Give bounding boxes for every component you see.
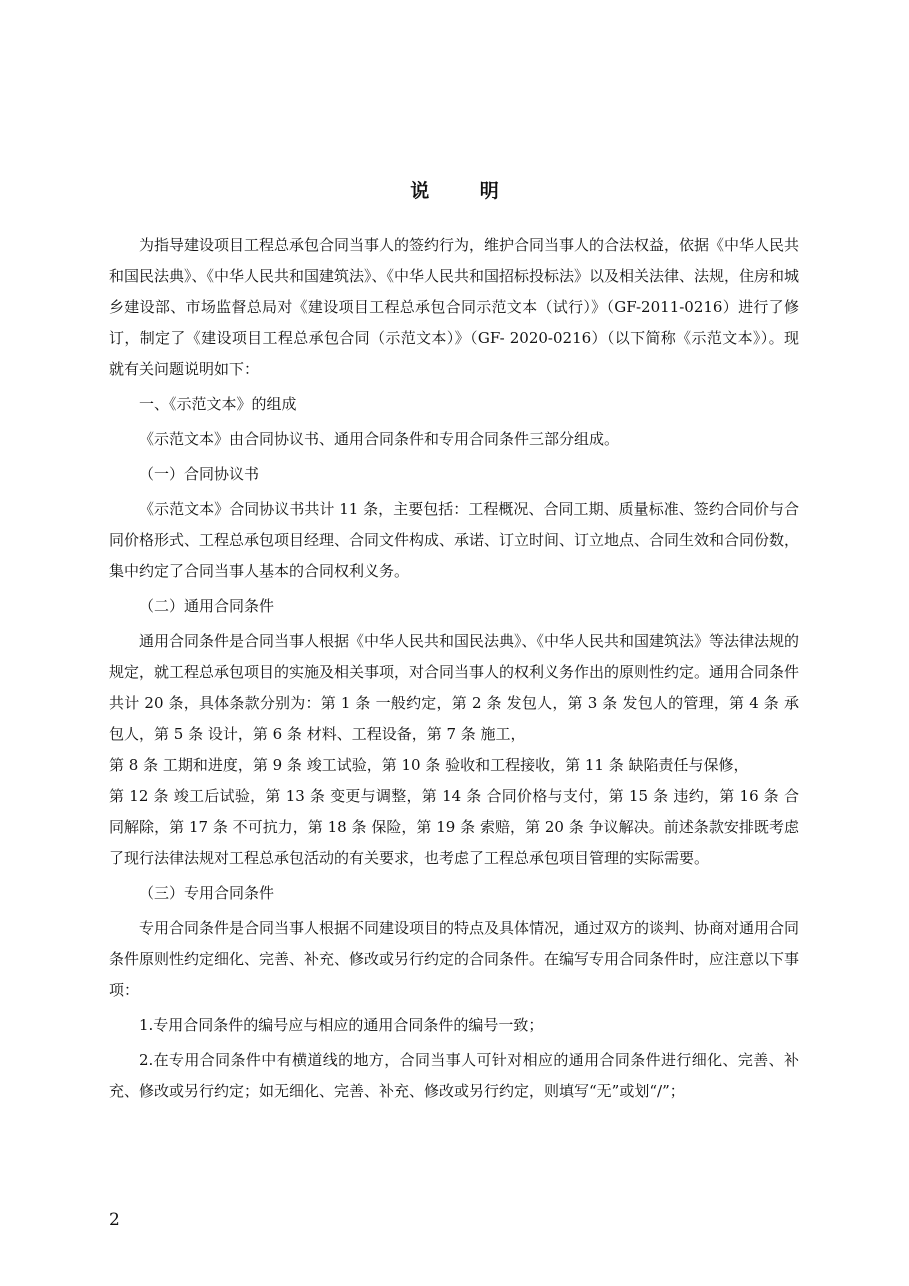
subsection-general-conditions-body-b: 第 8 条 工期和进度，第 9 条 竣工试验，第 10 条 验收和工程接收，第 11 条 缺陷责任与保修，: [109, 756, 749, 774]
subsection-general-conditions-body-c: 第 12 条 竣工后试验，第 13 条 变更与调整，第 14 条 合同价格与支付，第 15 条 违约，第 16 条 合同解除，第 17 条 不可抗力，第 18 条 保险，第 19 条 索赔，第 20 条 争议解决。前述条款安排既考虑了现行法律法规对工程总承包活动的有关要求，也考虑了工程总承包项目管理的实际需要。: [109, 787, 799, 867]
list-item-numbering: 1.专用合同条件的编号应与相应的通用合同条件的编号一致；: [139, 1016, 544, 1034]
section-composition-body: 《示范文本》由合同协议书、通用合同条件和专用合同条件三部分组成。: [139, 430, 620, 448]
intro-paragraph: 为指导建设项目工程总承包合同当事人的签约行为，维护合同当事人的合法权益，依据《中华人民共和国民法典》、《中华人民共和国建筑法》、《中华人民共和国招标投标法》以及相关法律、法规，住房和城乡建设部、市场监督总局对《建设项目工程总承包合同示范文本（试行）》（GF-2011-0216）进行了修订，制定了《建设项目工程总承包合同（示范文本）》（GF- 2020-0216）（以下简称《示范文本》）。现就有关问题说明如下：: [109, 236, 800, 378]
subsection-special-conditions-body: 专用合同条件是合同当事人根据不同建设项目的特点及具体情况，通过双方的谈判、协商对通用合同条件原则性约定细化、完善、补充、修改或另行约定的合同条件。在编写专用合同条件时，应注意以下事项：: [109, 919, 800, 999]
subsection-heading-special-conditions: （三）专用合同条件: [139, 884, 275, 902]
section-heading-composition: 一、《示范文本》的组成: [139, 395, 297, 413]
subsection-heading-agreement: （一）合同协议书: [139, 465, 260, 483]
subsection-heading-general-conditions: （二）通用合同条件: [139, 597, 275, 615]
subsection-general-conditions-body-a: 通用合同条件是合同当事人根据《中华人民共和国民法典》、《中华人民共和国建筑法》等法律法规的规定，就工程总承包项目的实施及相关事项，对合同当事人的权利义务作出的原则性约定。通用合同条件共计 20 条，具体条款分别为：第 1 条 一般约定，第 2 条 发包人，第 3 条 发包人的管理，第 4 条 承包人，第 5 条 设计，第 6 条 材料、工程设备，第 7 条 施工，: [109, 632, 800, 743]
document-body: [109, 230, 799, 1107]
page-number: 2: [109, 1210, 120, 1230]
page-title: 说 明: [410, 180, 521, 202]
list-item-dash-lines: 2.在专用合同条件中有横道线的地方，合同当事人可针对相应的通用合同条件进行细化、完善、补充、修改或另行约定；如无细化、完善、补充、修改或另行约定，则填写“无”或划“/”；: [109, 1051, 799, 1100]
subsection-agreement-body: 《示范文本》合同协议书共计 11 条，主要包括：工程概况、合同工期、质量标准、签约合同价与合同价格形式、工程总承包项目经理、合同文件构成、承诺、订立时间、订立地点、合同生效和合同份数，集中约定了合同当事人基本的合同权利义务。: [109, 500, 800, 580]
